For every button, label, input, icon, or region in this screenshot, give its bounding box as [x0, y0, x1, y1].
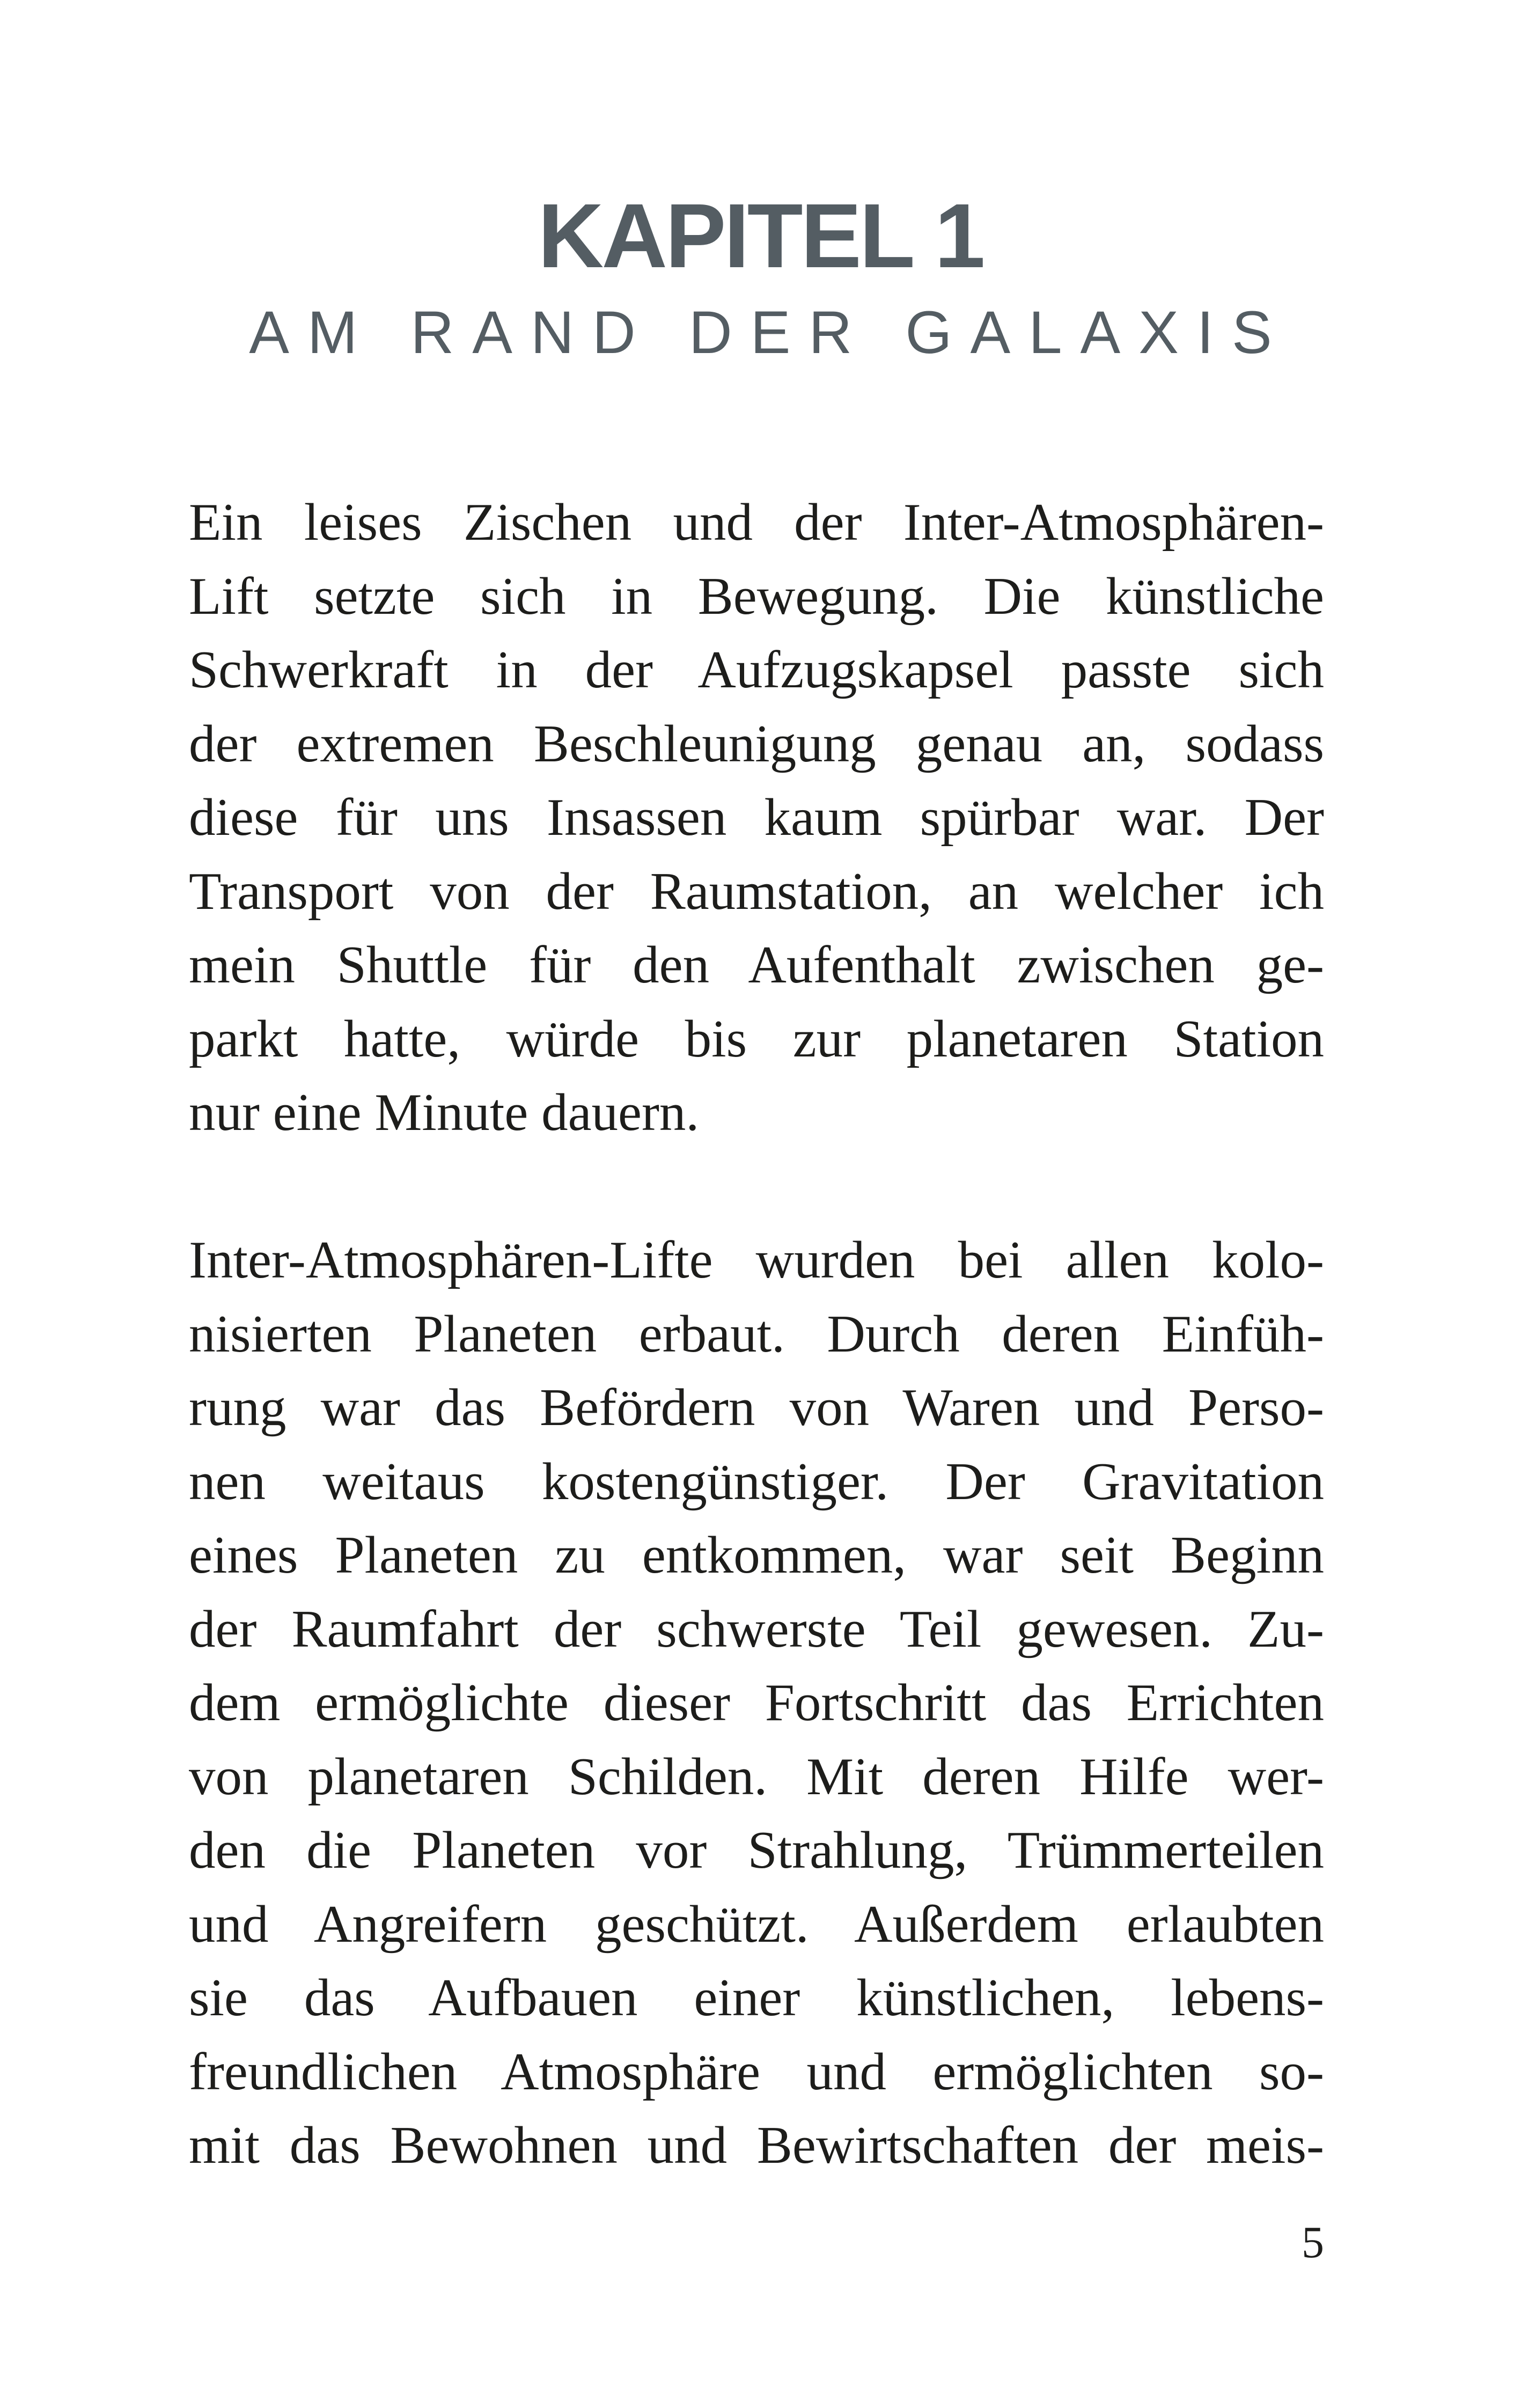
page-number: 5: [1302, 2218, 1324, 2267]
text-line: und Angreifern geschützt. Außerdem erlaubten: [189, 1895, 1324, 1954]
text-line: nur eine Minute dauern.: [189, 1083, 700, 1142]
text-line: der extremen Beschleunigung genau an, sodass: [189, 714, 1324, 773]
text-line: Schwerkraft in der Aufzugskapsel passte sich: [189, 641, 1324, 699]
text-line: Inter-Atmosphären-Lifte wurden bei allen kolo-: [189, 1231, 1324, 1289]
chapter-subtitle: AM RAND DER GALAXIS: [249, 299, 1290, 366]
text-line: nen weitaus kostengünstiger. Der Gravitation: [189, 1452, 1324, 1511]
text-line: freundlichen Atmosphäre und ermöglichten so-: [189, 2042, 1324, 2101]
text-line: von planetaren Schilden. Mit deren Hilfe wer-: [189, 1747, 1324, 1806]
paragraph-2: [189, 1223, 1324, 2183]
text-line: Lift setzte sich in Bewegung. Die künstliche: [189, 567, 1324, 626]
text-line: sie das Aufbauen einer künstlichen, lebens-: [189, 1969, 1324, 2027]
text-line: der Raumfahrt der schwerste Teil gewesen. Zu-: [189, 1599, 1324, 1658]
text-line: Transport von der Raumstation, an welcher ich: [189, 862, 1324, 921]
text-line: dem ermöglichte dieser Fortschritt das Errichten: [189, 1673, 1324, 1732]
text-line: eines Planeten zu entkommen, war seit Beginn: [189, 1526, 1324, 1584]
chapter-body: [189, 486, 1324, 2183]
text-line: diese für uns Insassen kaum spürbar war. Der: [189, 788, 1324, 847]
text-line: nisierten Planeten erbaut. Durch deren Einfüh-: [189, 1304, 1324, 1363]
text-line: Ein leises Zischen und der Inter-Atmosphären-: [189, 493, 1324, 552]
paragraph-1: [189, 486, 1324, 1150]
text-line: mein Shuttle für den Aufenthalt zwischen ge-: [189, 936, 1324, 994]
text-line: parkt hatte, würde bis zur planetaren Station: [189, 1009, 1324, 1068]
text-line: rung war das Befördern von Waren und Perso-: [189, 1378, 1324, 1437]
chapter-title: KAPITEL 1: [538, 185, 983, 287]
text-line: den die Planeten vor Strahlung, Trümmerteilen: [189, 1821, 1324, 1880]
text-line: mit das Bewohnen und Bewirtschaften der meis-: [189, 2116, 1324, 2175]
